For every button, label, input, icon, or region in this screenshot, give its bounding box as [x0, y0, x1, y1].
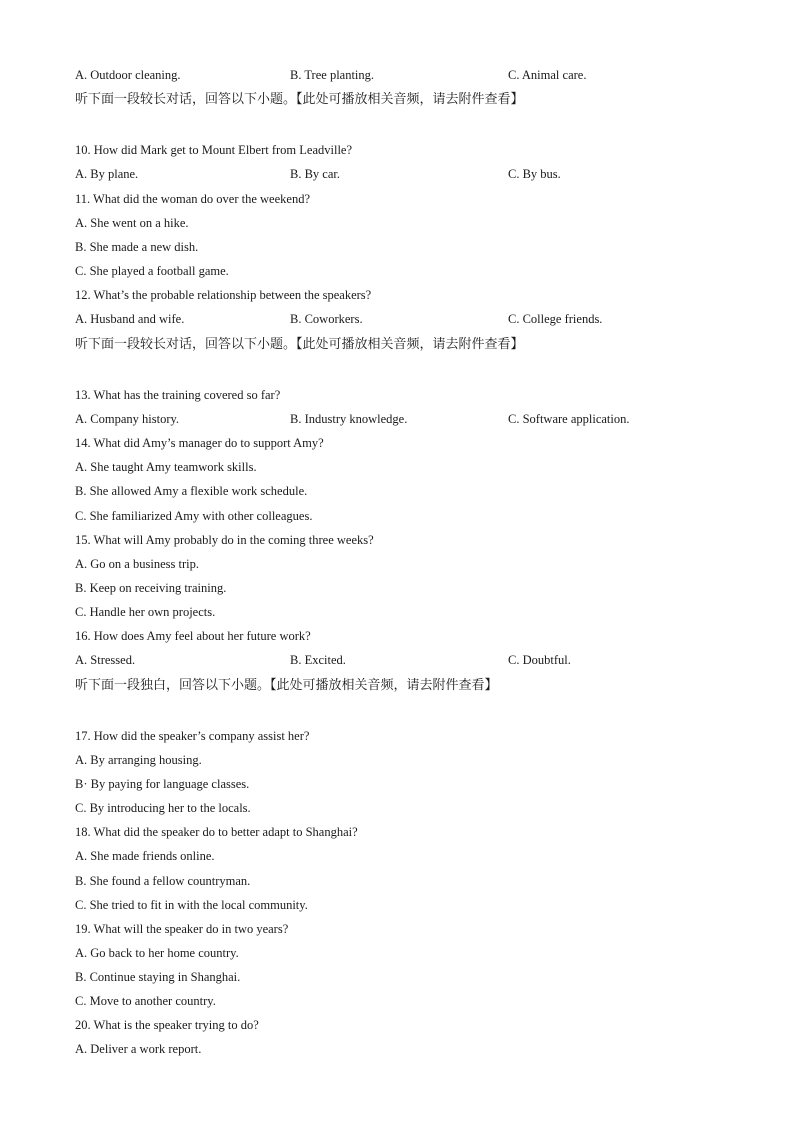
option-a: A. Stressed. — [75, 653, 136, 667]
question-line: C. By introducing her to the locals. — [75, 801, 251, 815]
question-line: C. She familiarized Amy with other colleagues. — [75, 509, 313, 523]
question-line: 11. What did the woman do over the weekend? — [75, 192, 310, 206]
listening-instruction: 听下面一段独白，回答以下小题。【此处可播放相关音频，请去附件查看】 — [75, 678, 498, 693]
option-b: B. Excited. — [290, 653, 346, 667]
question-line: B. Continue staying in Shanghai. — [75, 970, 241, 984]
option-a: A. Company history. — [75, 412, 180, 426]
question-line: 20. What is the speaker trying to do? — [75, 1018, 259, 1032]
question-line: B. Keep on receiving training. — [75, 581, 227, 595]
option-c: C. College friends. — [508, 312, 603, 326]
listening-instruction: 听下面一段较长对话，回答以下小题。【此处可播放相关音频，请去附件查看】 — [75, 337, 524, 352]
option-c: C. Doubtful. — [508, 653, 571, 667]
option-b: B. Tree planting. — [290, 68, 375, 82]
question-line: 17. How did the speaker’s company assist her? — [75, 729, 310, 743]
option-b: B. By car. — [290, 167, 340, 181]
question-line: 19. What will the speaker do in two years? — [75, 922, 289, 936]
option-a: A. By plane. — [75, 167, 139, 181]
option-c: C. Animal care. — [508, 68, 587, 82]
question-line: 18. What did the speaker do to better adapt to Shanghai? — [75, 825, 358, 839]
question-line: A. She taught Amy teamwork skills. — [75, 460, 257, 474]
listening-instruction: 听下面一段较长对话，回答以下小题。【此处可播放相关音频，请去附件查看】 — [75, 92, 524, 107]
option-b: B. Coworkers. — [290, 312, 363, 326]
question-line: 12. What’s the probable relationship between the speakers? — [75, 288, 372, 302]
question-line: 14. What did Amy’s manager do to support Amy? — [75, 436, 324, 450]
option-a: A. Husband and wife. — [75, 312, 185, 326]
question-line: A. Go back to her home country. — [75, 946, 239, 960]
question-line: C. Handle her own projects. — [75, 605, 216, 619]
question-line: 16. How does Amy feel about her future work? — [75, 629, 311, 643]
option-a: A. Outdoor cleaning. — [75, 68, 181, 82]
option-c: C. By bus. — [508, 167, 561, 181]
question-line: A. Deliver a work report. — [75, 1042, 202, 1056]
question-line: A. She went on a hike. — [75, 216, 189, 230]
question-line: 13. What has the training covered so far? — [75, 388, 281, 402]
question-line: 15. What will Amy probably do in the coming three weeks? — [75, 533, 374, 547]
question-line: A. Go on a business trip. — [75, 557, 199, 571]
question-line: 10. How did Mark get to Mount Elbert from Leadville? — [75, 143, 353, 157]
question-line: B. She allowed Amy a flexible work schedule. — [75, 484, 308, 498]
question-line: A. By arranging housing. — [75, 753, 202, 767]
option-b: B. Industry knowledge. — [290, 412, 408, 426]
question-line: C. She played a football game. — [75, 264, 229, 278]
question-line: A. She made friends online. — [75, 849, 215, 863]
option-c: C. Software application. — [508, 412, 630, 426]
question-line: C. She tried to fit in with the local community. — [75, 898, 308, 912]
question-line: B. She found a fellow countryman. — [75, 874, 251, 888]
question-line: B. She made a new dish. — [75, 240, 199, 254]
question-line: B· By paying for language classes. — [75, 777, 250, 791]
question-line: C. Move to another country. — [75, 994, 216, 1008]
